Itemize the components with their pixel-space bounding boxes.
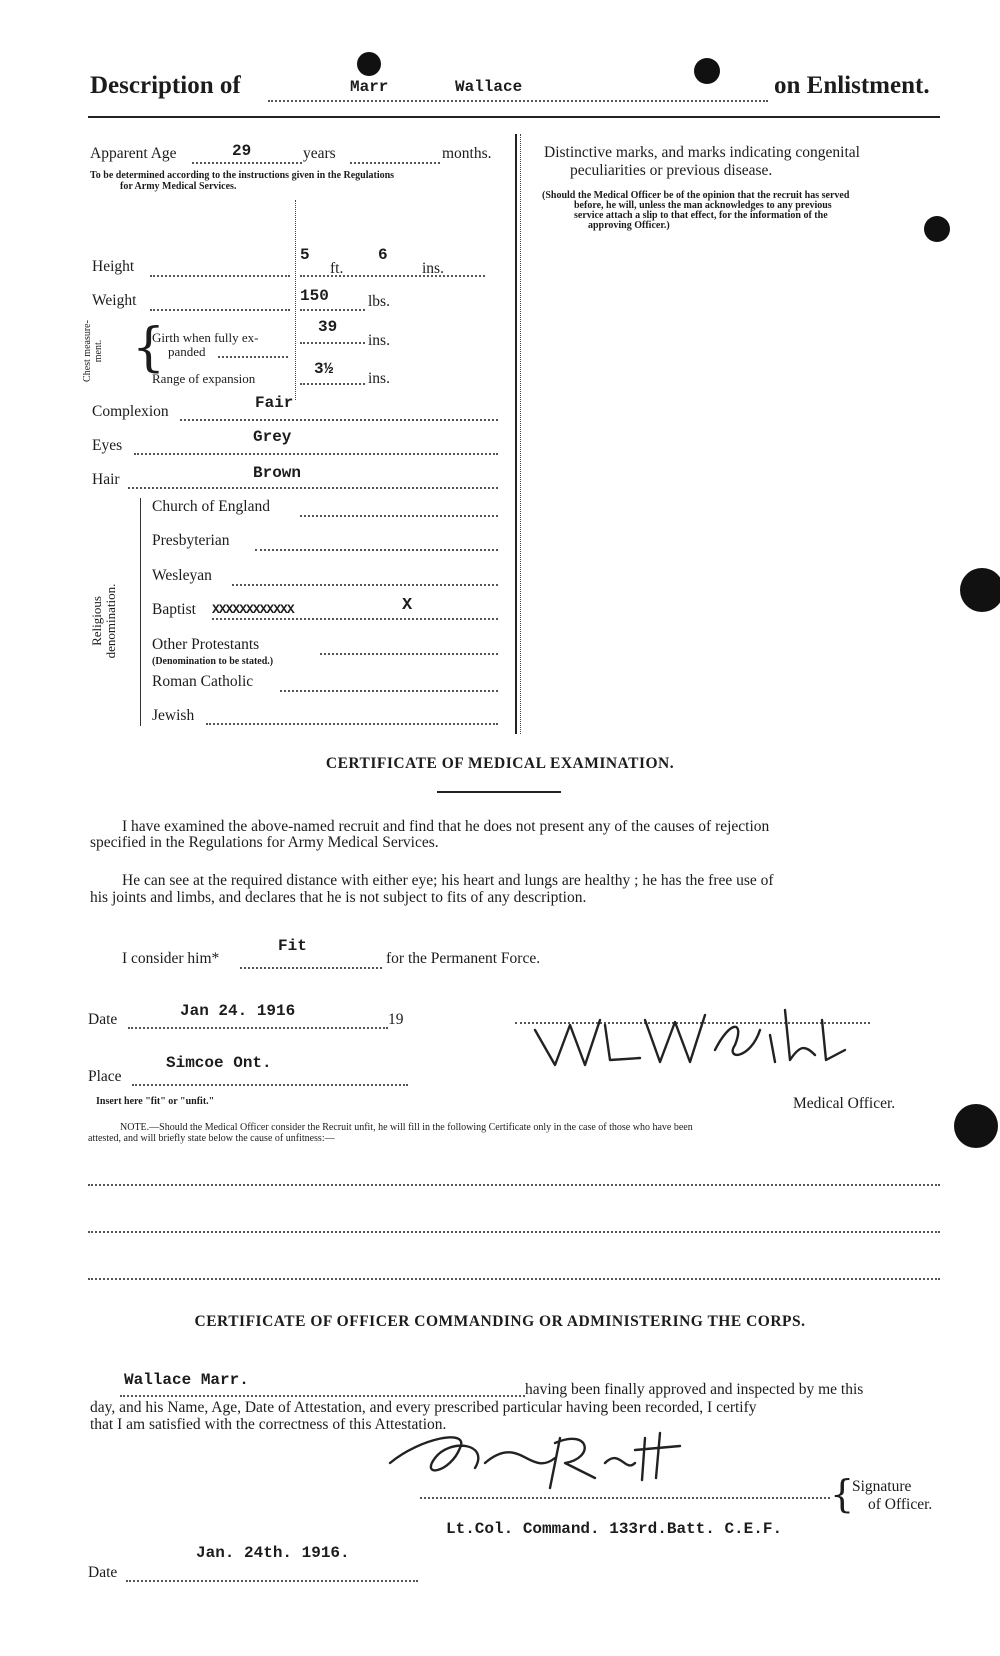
column-divider-dotted bbox=[520, 134, 521, 734]
medical-para2-2: his joints and limbs, and declares that he is not subject to fits of any description. bbox=[90, 889, 587, 906]
weight-line bbox=[150, 309, 290, 311]
range-label: Range of expansion bbox=[152, 371, 256, 386]
roman-catholic-line bbox=[280, 690, 498, 692]
distinctive-heading: Distinctive marks, and marks indicating congenital bbox=[544, 144, 860, 161]
years-label: years bbox=[303, 145, 336, 162]
surname-value[interactable]: Marr bbox=[350, 78, 389, 96]
medical-para2: He can see at the required distance with either eye; his heart and lungs are healthy ; he has the free use of bbox=[122, 872, 774, 889]
medical-date-year: 19 bbox=[388, 1011, 404, 1028]
age-value[interactable]: 29 bbox=[232, 142, 252, 160]
approval-text: having been finally approved and inspected by me this bbox=[525, 1381, 864, 1398]
baptist-label: Baptist bbox=[152, 601, 196, 618]
baptist-struck-text: XXXXXXXXXXXX bbox=[212, 602, 294, 617]
place-value[interactable]: Simcoe Ont. bbox=[166, 1054, 272, 1072]
other-protestants-label: Other Protestants bbox=[152, 636, 260, 653]
medical-officer-signature bbox=[530, 990, 860, 1080]
medical-date-label: Date bbox=[88, 1011, 118, 1028]
height-feet-value[interactable]: 5 bbox=[300, 246, 310, 264]
distinctive-note-4: approving Officer.) bbox=[588, 220, 670, 231]
distinctive-note-2: before, he will, unless the man acknowledges to any previous bbox=[574, 200, 832, 211]
signature-brace: { bbox=[830, 1472, 855, 1516]
medical-para1-2: specified in the Regulations for Army Medical Services. bbox=[90, 834, 439, 851]
insert-note: Insert here "fit" or "unfit." bbox=[96, 1096, 215, 1107]
signature-label: Signature bbox=[852, 1478, 912, 1495]
weight-value-line bbox=[300, 309, 365, 311]
religion-side-label: Religious denomination. bbox=[89, 583, 118, 659]
girth-label-2: panded bbox=[168, 344, 206, 359]
medical-date-line bbox=[128, 1027, 388, 1029]
age-note: To be determined according to the instructions given in the Regulations bbox=[90, 170, 395, 181]
other-protestants-line bbox=[320, 653, 498, 655]
hair-label: Hair bbox=[92, 471, 120, 488]
height-value-line bbox=[300, 275, 485, 277]
presbyterian-line bbox=[255, 549, 498, 551]
girth-value[interactable]: 39 bbox=[318, 318, 338, 336]
ins-label: ins. bbox=[422, 260, 444, 277]
other-protestants-note: (Denomination to be stated.) bbox=[152, 656, 274, 667]
unfit-cause-line-1[interactable] bbox=[88, 1184, 940, 1186]
height-inches-value[interactable]: 6 bbox=[378, 246, 388, 264]
hair-line bbox=[128, 487, 498, 489]
punch-hole bbox=[960, 568, 1000, 612]
weight-value[interactable]: 150 bbox=[300, 287, 329, 305]
jewish-line bbox=[206, 723, 498, 725]
months-label: months. bbox=[442, 145, 492, 162]
complexion-label: Complexion bbox=[92, 403, 169, 420]
punch-hole bbox=[694, 58, 720, 84]
girth-value-line bbox=[300, 342, 365, 344]
presbyterian-label: Presbyterian bbox=[152, 532, 230, 549]
header-rule bbox=[88, 116, 940, 118]
given-name-value[interactable]: Wallace bbox=[455, 78, 523, 96]
hair-value[interactable]: Brown bbox=[253, 464, 302, 482]
consider-label: I consider him* bbox=[122, 950, 220, 967]
commanding-title: CERTIFICATE OF OFFICER COMMANDING OR ADMINISTERING THE CORPS. bbox=[194, 1313, 806, 1330]
commanding-officer-signature bbox=[380, 1418, 710, 1498]
commanding-date-line bbox=[126, 1580, 418, 1582]
distinctive-note-1: (Should the Medical Officer be of the opinion that the recruit has served bbox=[542, 190, 850, 201]
jewish-label: Jewish bbox=[152, 707, 195, 724]
age-line bbox=[192, 162, 302, 164]
fitness-value[interactable]: Fit bbox=[278, 937, 307, 955]
officer-rank-value[interactable]: Lt.Col. Command. 133rd.Batt. C.E.F. bbox=[446, 1520, 783, 1538]
signature-line bbox=[420, 1497, 830, 1499]
permanent-force-label: for the Permanent Force. bbox=[386, 950, 541, 967]
age-note-2: for Army Medical Services. bbox=[120, 181, 237, 192]
distinctive-heading-2: peculiarities or previous disease. bbox=[570, 162, 773, 179]
signature-label-2: of Officer. bbox=[868, 1496, 933, 1513]
wesleyan-label: Wesleyan bbox=[152, 567, 212, 584]
place-line bbox=[132, 1084, 408, 1086]
distinctive-note-3: service attach a slip to that effect, for the information of the bbox=[574, 210, 828, 221]
ft-label: ft. bbox=[330, 260, 344, 277]
medical-note-2: attested, and will briefly state below the cause of unfitness:— bbox=[88, 1133, 335, 1144]
height-line bbox=[150, 275, 290, 277]
baptist-line bbox=[212, 618, 498, 620]
column-divider bbox=[515, 134, 517, 734]
roman-catholic-label: Roman Catholic bbox=[152, 673, 254, 690]
consider-line bbox=[240, 967, 382, 969]
girth-line bbox=[218, 356, 288, 358]
complexion-line bbox=[180, 419, 498, 421]
medical-officer-label: Medical Officer. bbox=[793, 1095, 896, 1112]
girth-unit: ins. bbox=[368, 332, 390, 349]
approval-text-2: day, and his Name, Age, Date of Attestation, and every prescribed particular having been recorded, I certify bbox=[90, 1399, 757, 1416]
approval-text-3: that I am satisfied with the correctness of this Attestation. bbox=[90, 1416, 447, 1433]
recruit-name-value[interactable]: Wallace Marr. bbox=[124, 1371, 249, 1389]
unfit-cause-line-2[interactable] bbox=[88, 1231, 940, 1233]
measure-divider bbox=[295, 200, 296, 400]
enlistment-label: on Enlistment. bbox=[774, 72, 930, 99]
girth-label: Girth when fully ex- bbox=[152, 330, 259, 345]
description-label: Description of bbox=[90, 72, 241, 99]
height-label: Height bbox=[92, 258, 135, 275]
weight-label: Weight bbox=[92, 292, 137, 309]
place-label: Place bbox=[88, 1068, 122, 1085]
eyes-line bbox=[134, 453, 498, 455]
commanding-date-label: Date bbox=[88, 1564, 118, 1581]
chest-brace: { bbox=[132, 318, 166, 378]
punch-hole bbox=[954, 1104, 998, 1148]
religion-bracket bbox=[140, 498, 141, 726]
church-of-england-line bbox=[300, 515, 498, 517]
medical-date-value[interactable]: Jan 24. 1916 bbox=[180, 1002, 296, 1020]
commanding-date-value[interactable]: Jan. 24th. 1916. bbox=[196, 1544, 350, 1562]
name-line bbox=[268, 100, 768, 102]
lbs-label: lbs. bbox=[368, 293, 390, 310]
wesleyan-line bbox=[232, 584, 498, 586]
range-unit: ins. bbox=[368, 370, 390, 387]
range-value-line bbox=[300, 383, 365, 385]
eyes-value[interactable]: Grey bbox=[253, 428, 292, 446]
medical-note: NOTE.—Should the Medical Officer consider the Recruit unfit, he will fill in the following Certificate only in the case of those who have been bbox=[120, 1122, 693, 1133]
recruit-name-line bbox=[120, 1395, 525, 1397]
chest-label: Chest measure-ment. bbox=[82, 320, 104, 382]
medical-para1: I have examined the above-named recruit and find that he does not present any of the causes of rejection bbox=[122, 818, 770, 835]
medical-title-rule bbox=[437, 791, 561, 793]
range-value[interactable]: 3½ bbox=[314, 360, 334, 378]
unfit-cause-line-3[interactable] bbox=[88, 1278, 940, 1280]
medical-title: CERTIFICATE OF MEDICAL EXAMINATION. bbox=[325, 755, 675, 772]
baptist-mark[interactable]: X bbox=[402, 596, 413, 615]
complexion-value[interactable]: Fair bbox=[255, 394, 294, 412]
months-line bbox=[350, 162, 440, 164]
church-of-england-label: Church of England bbox=[152, 498, 270, 515]
age-label: Apparent Age bbox=[90, 145, 177, 162]
eyes-label: Eyes bbox=[92, 437, 123, 454]
punch-hole bbox=[924, 216, 950, 242]
punch-hole bbox=[357, 52, 381, 76]
